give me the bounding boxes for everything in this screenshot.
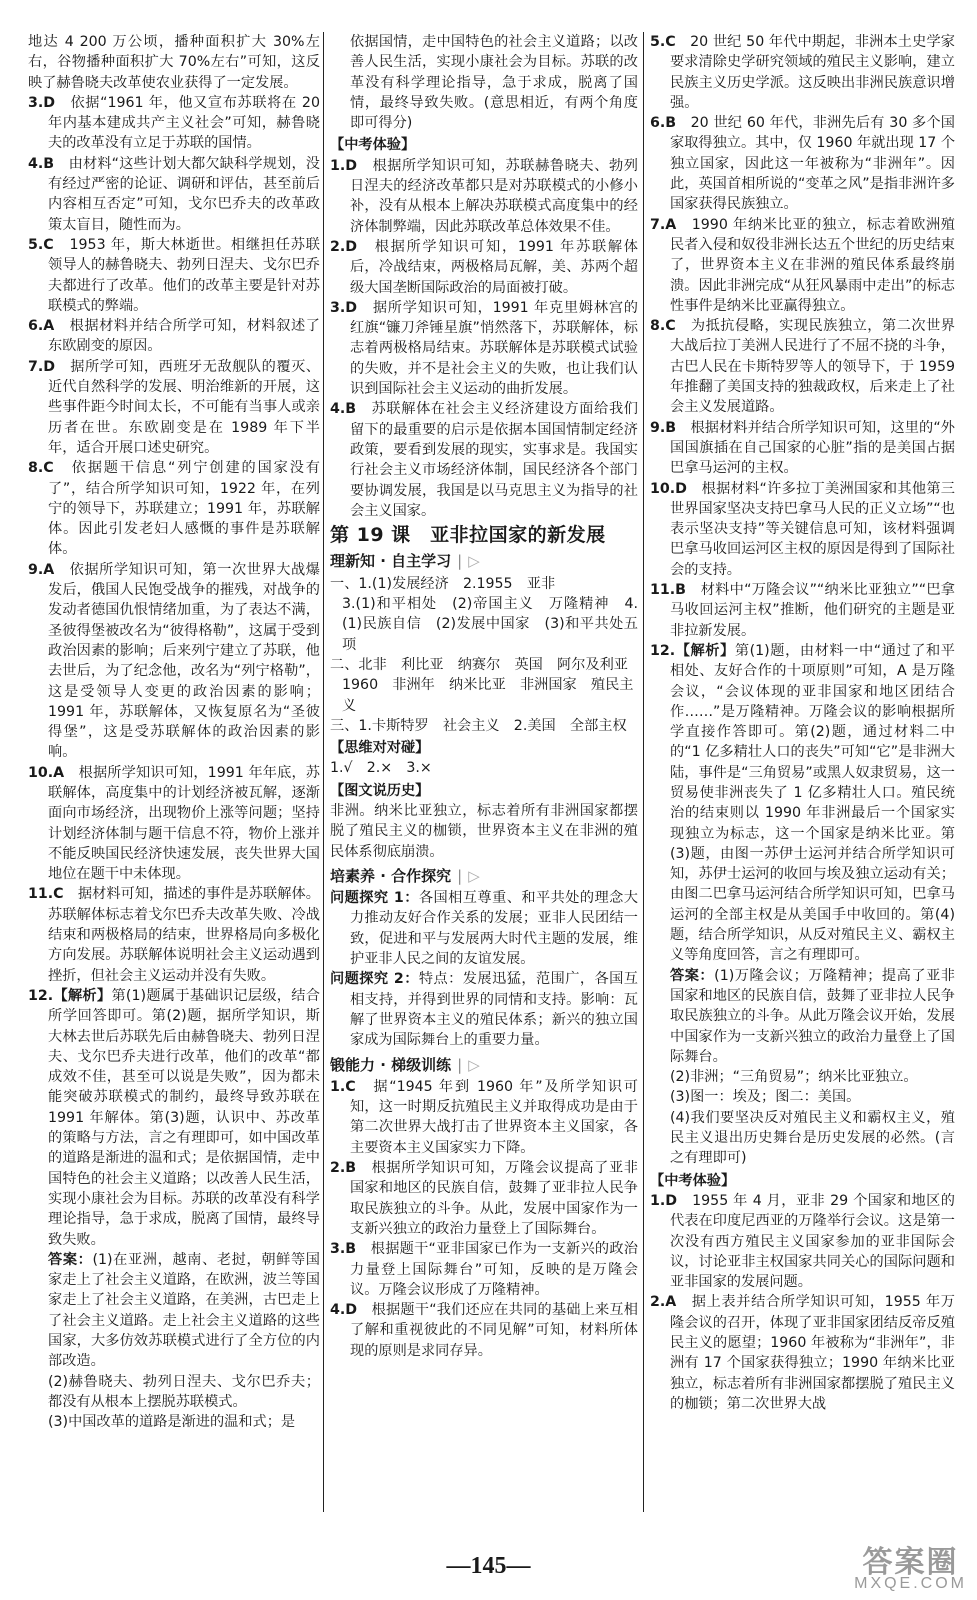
text-paragraph: 地达 4 200 万公顷，播种面积扩大 30%左右，谷物播种面积扩大 70%左右”可知，这反映了赫鲁晓夫改革使农业获得了一定发展。 <box>28 34 320 91</box>
item-text: 20 世纪 50 年代中期起，非洲本土史学家要求清除史学研究领域的殖民主义影响，建立民族主义历史学派。这反映出非洲民族意识增强。 <box>670 34 955 111</box>
answer-continuation <box>28 1372 320 1413</box>
item-text: 据“1945 年到 1960 年”及所学知识可知，这一时期反抗殖民主义并取得成功是由于第二次世界大战打击了世界资本主义国家，各主要资本主义国家实力下降。 <box>350 1078 638 1156</box>
item-text: 特点：发展迅猛，范围广，各国互相支持，并得到世界的同情和支持。影响：瓦解了世界资本主义的殖民体系；新兴的独立国家成为国际舞台上的重要力量。 <box>350 971 638 1049</box>
item-text: (3)中国改革的道路是渐进的温和式；是 <box>48 1414 296 1431</box>
item-text: 根据所学知识可知，1991 年年底，苏联解体，高度集中的计划经济被瓦解，逐渐面向市场经济，出现物价上涨等问题；坚持计划经济体制与题干信息不符，物价上涨并不能反映国民经济快速发展，丧失世界大国地位在题干中未体现。 <box>48 764 320 883</box>
watermark-title: 答案圈 <box>862 1546 959 1580</box>
answer-item <box>330 1077 638 1158</box>
item-number: 4.B <box>330 401 357 418</box>
answer-item <box>650 641 955 966</box>
answer-item <box>28 316 320 357</box>
answer-item <box>650 32 955 113</box>
item-text: 根据材料“许多拉丁美洲国家和其他第三世界国家坚决支持巴拿马人民的正义立场”“也表示坚决支持”等关键信息可知，该材料强调巴拿马收回运河区主权的原因是得到了国际社会的支持。 <box>670 480 955 578</box>
divider-bar-icon: | <box>457 1055 463 1074</box>
answer-item <box>650 479 955 580</box>
item-number: 3.B <box>330 1241 357 1258</box>
answer-item <box>650 580 955 641</box>
section-tag: 【图文说历史】 <box>330 782 430 799</box>
answer-item <box>28 884 320 985</box>
item-text: 材料中“万隆会议”“纳米比亚独立”“巴拿马收回运河主权”推断，他们研究的主题是亚非拉新发展。 <box>670 582 955 639</box>
item-text: 根据题干“我们还应在共同的基础上来互相了解和重视彼此的不同见解”可知，材料所体现的原则是求同存异。 <box>350 1302 638 1359</box>
item-number: 6.B <box>650 115 677 132</box>
item-number: 10.A <box>28 764 65 781</box>
item-number: 11.B <box>650 582 686 599</box>
answer-continuation <box>28 1412 320 1432</box>
arrow-right-icon: ▷ <box>468 866 480 885</box>
section-tag: 【中考体验】 <box>330 137 416 154</box>
item-number: 5.C <box>650 34 676 50</box>
item-number: 9.A <box>28 561 55 578</box>
section-heading <box>330 1055 638 1075</box>
item-text: (1)万隆会议；万隆精神；提高了亚非国家和地区的民族自信，鼓舞了亚非拉人民争取民族独立的斗争。从此万隆会议开始，发展中国家作为一支新兴独立的政治力量登上了国际舞台。 <box>670 967 955 1065</box>
divider-bar-icon: | <box>457 552 463 571</box>
lesson-title: 第 19 课 亚非拉国家的新发展 <box>330 524 606 547</box>
answer-continuation <box>650 1108 955 1169</box>
column-middle <box>330 32 643 1361</box>
answer-item <box>330 1239 638 1300</box>
section-heading <box>330 866 638 886</box>
answer-item <box>330 1300 638 1361</box>
answer-item <box>330 888 638 969</box>
answer-item <box>650 1292 955 1414</box>
answer-item <box>330 237 638 298</box>
answer-item <box>330 156 638 237</box>
answer-item <box>28 93 320 154</box>
answer-item <box>28 458 320 559</box>
item-number: 3.D <box>28 94 56 111</box>
answer-item <box>28 763 320 885</box>
item-text: 1953 年，斯大林逝世。相继担任苏联领导人的赫鲁晓夫、勃列日涅夫、戈尔巴乔夫都进行了改革。他们的改革主要是针对苏联模式的弊端。 <box>48 236 320 314</box>
item-number: 2.A <box>650 1294 677 1311</box>
answer-item <box>330 399 638 521</box>
answer-item <box>28 560 320 763</box>
item-text: 据所学知识可知，1991 年克里姆林宫的红旗“镰刀斧锤星旗”悄然落下，苏联解体，标志着两极格局结束。苏联解体是苏联模式试验的失败，并不是社会主义的失败，也让我们认识到国际社会主义运动的曲折发展。 <box>350 299 638 398</box>
item-text: (2)赫鲁晓夫、勃列日涅夫、戈尔巴乔夫；都没有从根本上摆脱苏联模式。 <box>48 1373 320 1410</box>
item-number: 6.A <box>28 318 55 335</box>
item-number: 8.C <box>650 318 676 335</box>
item-number: 2.B <box>330 1160 357 1177</box>
item-text: 依据国情，走中国特色的社会主义道路；以改善人民生活，实现小康社会为目标。苏联的改革没有科学理论指导，急于求成，脱离了国情，最终导致失败。(意思相近，有两个角度即可得分) <box>350 34 638 132</box>
answer-item <box>650 418 955 479</box>
column-divider <box>323 32 324 1512</box>
item-text: 根据材料并结合所学知识可知，这里的“外国国旗插在自己国家的心脏”指的是美国占据巴拿马运河的主权。 <box>670 419 955 477</box>
item-number: 5.C <box>28 236 54 253</box>
answer-item <box>330 1158 638 1239</box>
answer-item <box>650 1191 955 1292</box>
text-paragraph: 1.√ 2.× 3.× <box>330 760 432 777</box>
item-number: 7.D <box>28 358 56 375</box>
item-text: 据上表并结合所学知识可知，1955 年万隆会议的召开，体现了亚非国家团结反帝反殖民主义的愿望；1960 年被称为“非洲年”，非洲有 17 个国家获得独立；1990 年纳米比亚独立，标志着所有非洲国家都摆脱了殖民主义的枷锁；第二次世界大战 <box>670 1294 955 1412</box>
text-paragraph: 二、北非 利比亚 纳赛尔 英国 阿尔及利亚 1960 非洲年 纳米比亚 非洲国家 殖民主义 <box>330 656 643 714</box>
answer-item <box>28 986 320 1250</box>
item-text: 根据所学知识可知，苏联赫鲁晓夫、勃列日涅夫的经济改革都只是对苏联模式的小修小补，没有从根本上解决苏联模式高度集中的经济体制弊端，因此苏联改革总体效果不佳。 <box>350 157 638 235</box>
item-number: 1.D <box>650 1192 678 1209</box>
answer-item <box>330 969 638 1050</box>
answer-continuation <box>650 1067 955 1087</box>
answer-item <box>650 113 955 214</box>
section-heading-label: 培素养 · 合作探究 <box>330 866 452 885</box>
item-text: 为抵抗侵略，实现民族独立，第二次世界大战后拉丁美洲人民进行了不屈不挠的斗争，古巴人民在卡斯特罗等人的领导下，于 1959 年推翻了美国支持的独裁政权，后来走上了社会主义发展道路。 <box>670 318 955 416</box>
item-number: 12.【解析】 <box>650 642 735 659</box>
item-text: 据材料可知，描述的事件是苏联解体。苏联解体标志着戈尔巴乔夫改革失败、冷战结束和两极格局的结束，世界格局向多极化方向发展。苏联解体说明社会主义运动遇到挫折，但社会主义运动并没有失败。 <box>48 886 320 984</box>
answer-item <box>330 298 638 399</box>
item-text: 依据“1961 年，他又宣布苏联将在 20 年内基本建成共产主义社会”可知，赫鲁晓夫的改革没有立足于苏联的国情。 <box>48 94 320 152</box>
item-number: 问题探究 1： <box>330 890 419 907</box>
item-text: 据所学可知，西班牙无敌舰队的覆灭、近代自然科学的发展、明治维新的开展，这些事件距今时间太长，不可能有当事人或亲历者在世。东欧剧变是在 1989 年下半年，适合开展口述史研究。 <box>48 358 320 456</box>
answer-continuation <box>330 32 638 133</box>
divider-bar-icon: | <box>457 866 463 885</box>
item-number: 12.【解析】 <box>28 987 112 1004</box>
text-paragraph: 3.(1)和平相处 (2)帝国主义 万隆精神 4.(1)民族自信 (2)发展中国家 (3)和平共处五项 <box>342 596 638 653</box>
text-paragraph: 非洲。纳米比亚独立，标志着所有非洲国家都摆脱了殖民主义的枷锁，世界资本主义在非洲的殖民体系彻底崩溃。 <box>330 802 638 860</box>
section-heading <box>330 551 638 571</box>
item-text: 根据材料并结合所学可知，材料叙述了东欧剧变的原因。 <box>48 318 320 355</box>
answer-item <box>650 316 955 417</box>
item-text: (3)图一：埃及；图二：美国。 <box>670 1089 861 1106</box>
answer-label: 答案： <box>670 967 715 984</box>
item-text: 20 世纪 60 年代，非洲先后有 30 多个国家取得独立。其中，仅 1960 年就出现 17 个独立国家，因此这一年被称为“非洲年”。因此，英国首相所说的“变革之风”是指非洲许多国家获得民族独立。 <box>670 115 956 213</box>
item-number: 10.D <box>650 480 687 497</box>
item-text: 各国相互尊重、和平共处的理念大力推动友好合作关系的发展；亚非人民团结一致，促进和平与发展两大时代主题的发展，维护亚非人民之间的友谊发展。 <box>350 890 638 968</box>
section-tag: 【思维对对碰】 <box>330 740 430 757</box>
answer-item <box>28 235 320 316</box>
item-text: 由材料“这些计划大都欠缺科学规划，没有经过严密的论证、调研和评估，甚至前后内容相互否定”可知，戈尔巴乔夫的改革政策太盲目，随性而为。 <box>48 155 320 233</box>
watermark-logo <box>854 1546 967 1594</box>
section-heading-label: 锻能力 · 梯级训练 <box>330 1055 452 1074</box>
item-text: 依据所学知识可知，第一次世界大战爆发后，俄国人民饱受战争的摧残，对战争的发动者德国仇恨情绪加重，为了表达不满，圣彼得堡被改名为“彼得格勒”，这属于受到政治因素的影响；后来列宁建立了苏联，他去世后，为了纪念他，改名为“列宁格勒”，这是受领导人变更的政治因素的影响；1991 年，苏联解体，又恢复原名为“圣彼得堡”，这是受苏联解体的政治因素的影响。 <box>48 561 320 761</box>
item-text: 1955 年 4 月，亚非 29 个国家和地区的代表在印度尼西亚的万隆举行会议。这是第一次没有西方殖民主义国家参加的亚非国际会议，讨论亚非主权国家共同关心的国际问题和亚非国家的发展问题。 <box>670 1192 955 1291</box>
item-number: 4.D <box>330 1302 358 1319</box>
item-number: 1.C <box>330 1078 356 1095</box>
item-number: 9.B <box>650 419 677 436</box>
answer-item <box>650 215 955 316</box>
item-number: 1.D <box>330 157 358 174</box>
arrow-right-icon: ▷ <box>468 552 480 571</box>
item-number: 问题探究 2： <box>330 971 419 988</box>
item-text: 根据所学知识可知，1991 年苏联解体后，冷战结束，两极格局瓦解，美、苏两个超级大国垄断国际政治的局面被打破。 <box>350 238 638 296</box>
item-text: 苏联解体在社会主义经济建设方面给我们留下的最重要的启示是依据本国国情制定经济政策，要看到发展的现实，实事求是。我国实行社会主义市场经济体制，国民经济各个部门要协调发展，我国是以马克思主义为指导的社会主义国家。 <box>350 401 638 519</box>
answer-item <box>28 357 320 458</box>
item-text: (4)我们要坚决反对殖民主义和霸权主义，殖民主义退出历史舞台是历史发展的必然。(言之有理即可) <box>670 1109 955 1167</box>
item-text: (2)非洲；“三角贸易”；纳米比亚独立。 <box>670 1069 918 1086</box>
item-number: 4.B <box>28 155 55 172</box>
answer-continuation <box>650 1087 955 1107</box>
item-number: 3.D <box>330 299 358 316</box>
item-text: 根据所学知识可知，万隆会议提高了亚非国家和地区的民族自信，鼓舞了亚非拉人民争取民族独立的斗争。从此，发展中国家作为一支新兴独立的政治力量登上了国际舞台。 <box>350 1160 638 1237</box>
column-left <box>28 32 320 1432</box>
item-text: 依据题干信息“列宁创建的国家没有了”，结合所学知识可知，1922 年，在列宁的领导下，苏联建立；1991 年，苏联解体。因此引发老妇人感慨的事件是苏联解体。 <box>48 460 320 558</box>
answer-continuation <box>650 966 955 1067</box>
item-text: 1990 年纳米比亚的独立，标志着欧洲殖民者入侵和奴役非洲长达五个世纪的历史结束了，世界资本主义在非洲的殖民体系最终崩溃。因此非洲完成“从狂风暴雨中走出”的标志性事件是纳米比亚赢得独立。 <box>670 216 955 314</box>
column-right <box>650 32 955 1414</box>
item-text: 根据题干“亚非国家已作为一支新兴的政治力量登上国际舞台”可知，反映的是万隆会议。万隆会议形成了万隆精神。 <box>350 1241 638 1298</box>
text-paragraph: 一、1.(1)发展经济 2.1955 亚非 <box>330 575 556 592</box>
watermark-url: MXQE.COM <box>854 1574 967 1592</box>
answer-item <box>28 154 320 235</box>
section-tag: 【中考体验】 <box>650 1172 736 1189</box>
item-number: 2.D <box>330 238 358 255</box>
item-text: 第(1)题，由材料一中“通过了和平相处、友好合作的十项原则”可知，A 是万隆会议，“会议体现的亚非国家和地区团结合作……”是万隆精神。万隆会议的影响根据所学直接作答即可。第(2)题，通过材料二中的“1 亿多精壮人口的丧失”可知“它”是非洲大陆，事件是“三角贸易”或黑人奴隶贸易，这一贸易使非洲丧失了 1 亿多精壮人口。殖民统治的结束则以 1990 年非洲最后一个国家实现独立为标志，这一个国家是纳米比亚。第(3)题，由图一苏伊士运河并结合所学知识可知，苏伊士运河的收回与埃及独立运动有关；由图二巴拿马运河结合所学知识可知，巴拿马运河的全部主权是从美国手中收回的。第(4)题，结合所学知识，从反对殖民主义、霸权主义等角度回答，言之有理即可。 <box>670 642 955 964</box>
section-heading-label: 理新知 · 自主学习 <box>330 552 452 571</box>
item-number: 11.C <box>28 886 64 903</box>
item-number: 8.C <box>28 460 54 477</box>
page-number: —145— <box>446 1553 531 1579</box>
item-text: 第(1)题属于基础识记层级，结合所学回答即可。第(2)题，据所学知识，斯大林去世后苏联先后由赫鲁晓夫、勃列日涅夫、戈尔巴乔夫进行改革，他们的改革“都成效不佳，甚至可以说是失败”，因为都未能突破苏联模式的制约，最终导致苏联在 1991 年解体。第(3)题，认识中、苏改革的策略与方法，言之有理即可，如中国改革的道路是渐进的温和式；是依据国情，走中国特色的社会主义道路；以改善人民生活，实现小康社会为目标。苏联的改革没有科学理论指导，急于求成，脱离了国情，最终导致失败。 <box>48 987 320 1248</box>
column-divider <box>643 32 644 1512</box>
arrow-right-icon: ▷ <box>468 1055 480 1074</box>
answer-label: 答案： <box>48 1251 93 1268</box>
item-text: (1)在亚洲，越南、老挝，朝鲜等国家走上了社会主义道路，在欧洲，波兰等国家走上了社会主义道路，在美洲，古巴走上了社会主义道路。走上社会主义道路的这些国家，大多仿效苏联模式进行了全方位的内部改造。 <box>48 1251 320 1370</box>
answer-continuation <box>28 1250 320 1372</box>
text-paragraph: 三、1.卡斯特罗 社会主义 2.美国 全部主权 <box>330 717 627 734</box>
item-number: 7.A <box>650 216 677 233</box>
